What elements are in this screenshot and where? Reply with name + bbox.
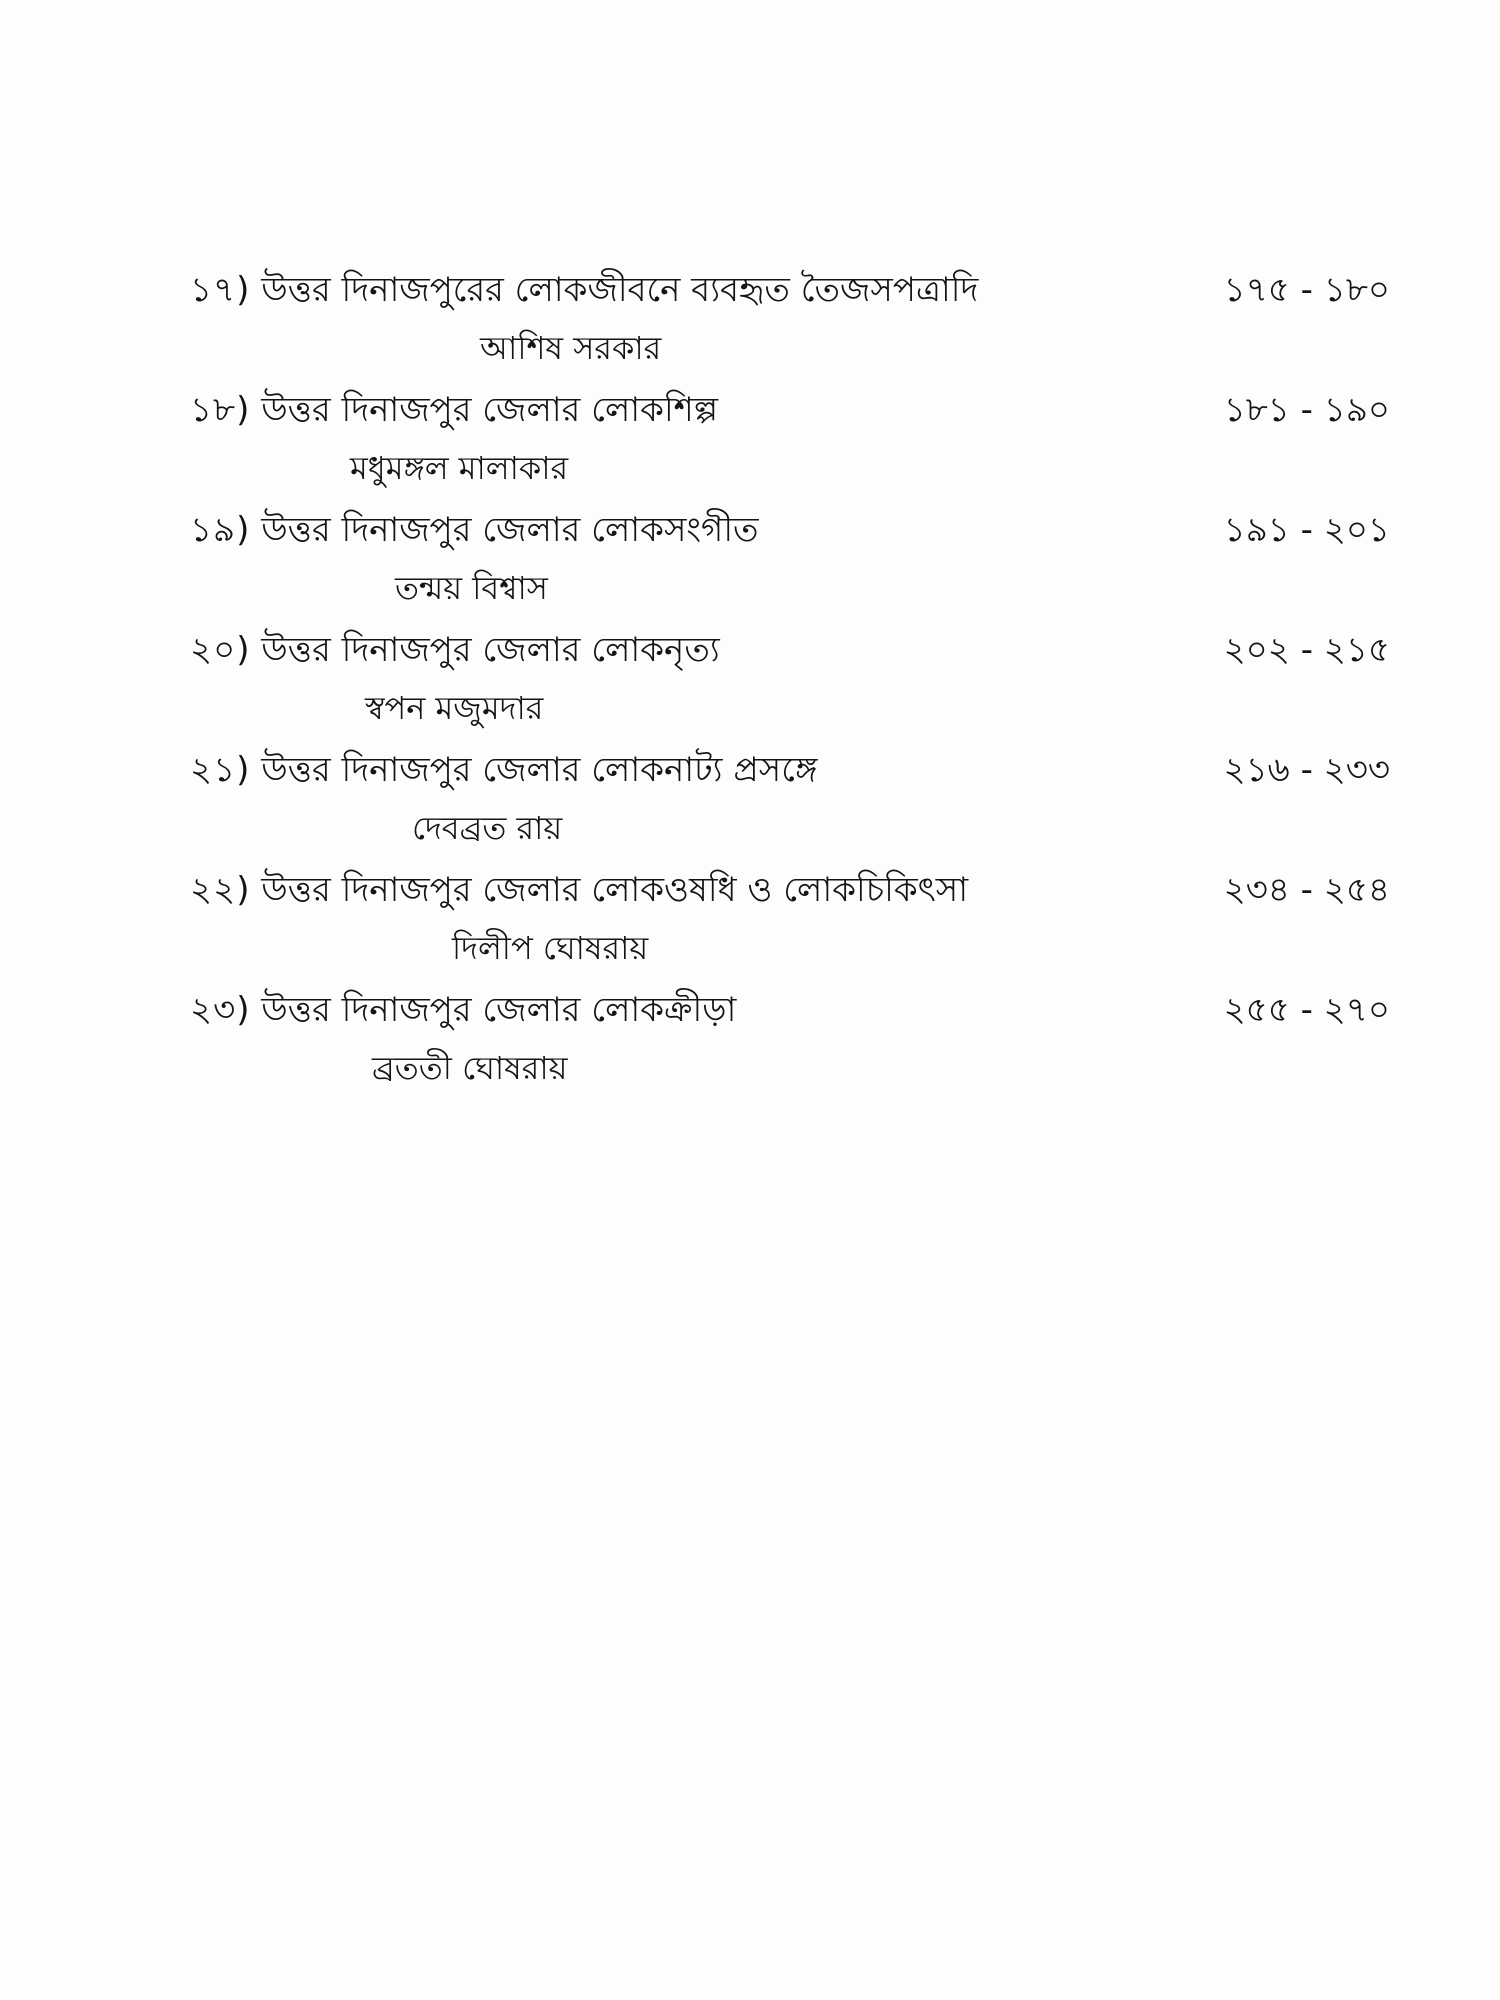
entry-author: দিলীপ ঘোষরায় bbox=[452, 929, 649, 967]
entry-author: স্বপন মজুমদার bbox=[365, 689, 544, 727]
entry-title: উত্তর দিনাজপুর জেলার লোকনৃত্য bbox=[261, 630, 720, 670]
toc-entry-21 bbox=[190, 742, 1390, 862]
entry-title: উত্তর দিনাজপুর জেলার লোকক্রীড়া bbox=[261, 990, 737, 1030]
entry-page-range: ২১৬ - ২৩৩ bbox=[1223, 750, 1390, 790]
entry-page-range: ২৩৪ - ২৫৪ bbox=[1223, 870, 1390, 910]
entry-page-range: ১৯১ - ২০১ bbox=[1223, 510, 1390, 550]
entry-number: ১৮) bbox=[190, 390, 251, 430]
entry-title-line bbox=[190, 862, 968, 918]
entry-number: ১৭) bbox=[190, 270, 251, 310]
entry-title-line bbox=[190, 622, 720, 678]
entry-page-range: ১৮১ - ১৯০ bbox=[1223, 390, 1390, 430]
entry-page-range: ২৫৫ - ২৭০ bbox=[1223, 990, 1390, 1030]
toc-entry-23 bbox=[190, 982, 1390, 1102]
entry-title: উত্তর দিনাজপুর জেলার লোকওষধি ও লোকচিকিৎসা bbox=[261, 870, 969, 910]
entry-number: ২২) bbox=[190, 870, 251, 910]
entry-title: উত্তর দিনাজপুর জেলার লোকনাট্য প্রসঙ্গে bbox=[261, 750, 818, 790]
entry-title-line bbox=[190, 262, 978, 318]
entry-page-range: ২০২ - ২১৫ bbox=[1223, 630, 1390, 670]
entry-title-line bbox=[190, 742, 817, 798]
entry-number: ২০) bbox=[190, 630, 251, 670]
entry-page-range: ১৭৫ - ১৮০ bbox=[1223, 270, 1390, 310]
entry-author: তন্ময় বিশ্বাস bbox=[395, 569, 548, 607]
entry-author: দেবব্রত রায় bbox=[412, 809, 563, 847]
entry-author: ব্রততী ঘোষরায় bbox=[372, 1049, 568, 1087]
toc-entry-20 bbox=[190, 622, 1390, 742]
entry-author: মধুমঙ্গল মালাকার bbox=[350, 449, 569, 487]
entry-title: উত্তর দিনাজপুরের লোকজীবনে ব্যবহৃত তৈজসপত্রাদি bbox=[261, 270, 979, 310]
table-of-contents bbox=[190, 262, 1390, 1102]
entry-title-line bbox=[190, 982, 736, 1038]
entry-number: ১৯) bbox=[190, 510, 251, 550]
toc-entry-17 bbox=[190, 262, 1390, 382]
toc-entry-18 bbox=[190, 382, 1390, 502]
entry-title: উত্তর দিনাজপুর জেলার লোকসংগীত bbox=[261, 510, 759, 550]
entry-title-line bbox=[190, 502, 759, 558]
entry-author: আশিষ সরকার bbox=[480, 329, 662, 367]
toc-entry-22 bbox=[190, 862, 1390, 982]
entry-number: ২১) bbox=[190, 750, 251, 790]
entry-number: ২৩) bbox=[190, 990, 251, 1030]
entry-title: উত্তর দিনাজপুর জেলার লোকশিল্প bbox=[261, 390, 719, 430]
toc-entry-19 bbox=[190, 502, 1390, 622]
entry-title-line bbox=[190, 382, 718, 438]
